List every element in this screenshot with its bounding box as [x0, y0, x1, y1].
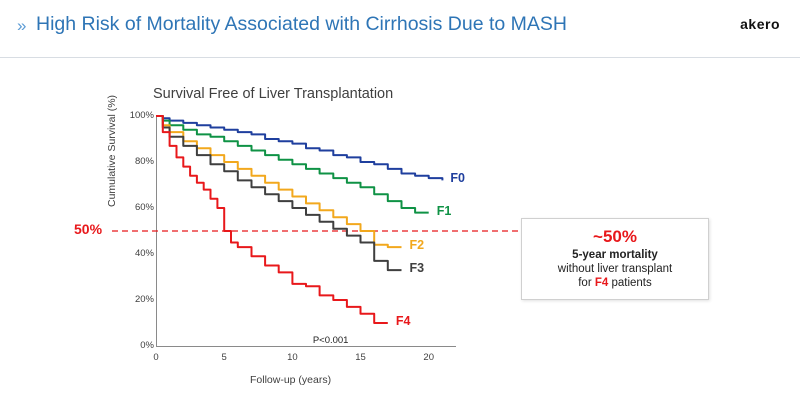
- callout-line-2: without liver transplant: [557, 263, 673, 275]
- callout-line-1: 5-year mortality: [572, 249, 658, 261]
- y-tick-label: 80%: [134, 156, 154, 167]
- x-tick-label: 20: [423, 352, 435, 363]
- chart-svg: [156, 116, 456, 346]
- p-value-annotation: P<0.001: [312, 334, 349, 346]
- series-label-f1: F1: [436, 203, 452, 218]
- chart-title: Survival Free of Liver Transplantation: [153, 86, 394, 102]
- series-label-f3: F3: [409, 261, 425, 276]
- x-tick-label: 15: [355, 352, 366, 363]
- y-tick-label: 100%: [129, 110, 154, 121]
- double-chevron-right-icon: »: [17, 16, 26, 35]
- series-line-f2: [156, 116, 402, 247]
- fifty-percent-annotation: 50%: [74, 221, 103, 237]
- y-tick-label: 0%: [140, 340, 154, 351]
- series-label-f4: F4: [395, 314, 411, 328]
- logo-text: akero: [740, 16, 780, 32]
- callout-line-3-suffix: patients: [608, 277, 652, 289]
- page-title: High Risk of Mortality Associated with Cirrhosis Due to MASH: [36, 13, 568, 35]
- series-label-f2: F2: [409, 238, 425, 253]
- y-axis-label: Cumulative Survival (%): [106, 94, 118, 207]
- callout-line-3-highlight: F4: [594, 277, 609, 289]
- y-tick-label: 20%: [134, 294, 154, 305]
- x-tick-label: 10: [287, 352, 298, 363]
- series-line-f4: [156, 116, 388, 323]
- callout-headline: ~50%: [593, 227, 637, 246]
- x-axis-line: [156, 346, 456, 347]
- x-tick-label: 5: [221, 352, 227, 363]
- akero-logo: [740, 16, 780, 32]
- x-tick-label: 0: [153, 352, 159, 363]
- callout-line-3-prefix: for: [578, 277, 595, 289]
- callout-line-3: [522, 277, 708, 289]
- y-tick-label: 40%: [134, 248, 154, 259]
- callout-box: [521, 218, 709, 300]
- series-label-f0: F0: [450, 171, 465, 186]
- slide-header: [0, 0, 800, 58]
- x-axis-label: Follow-up (years): [250, 374, 332, 386]
- y-tick-label: 60%: [134, 202, 154, 213]
